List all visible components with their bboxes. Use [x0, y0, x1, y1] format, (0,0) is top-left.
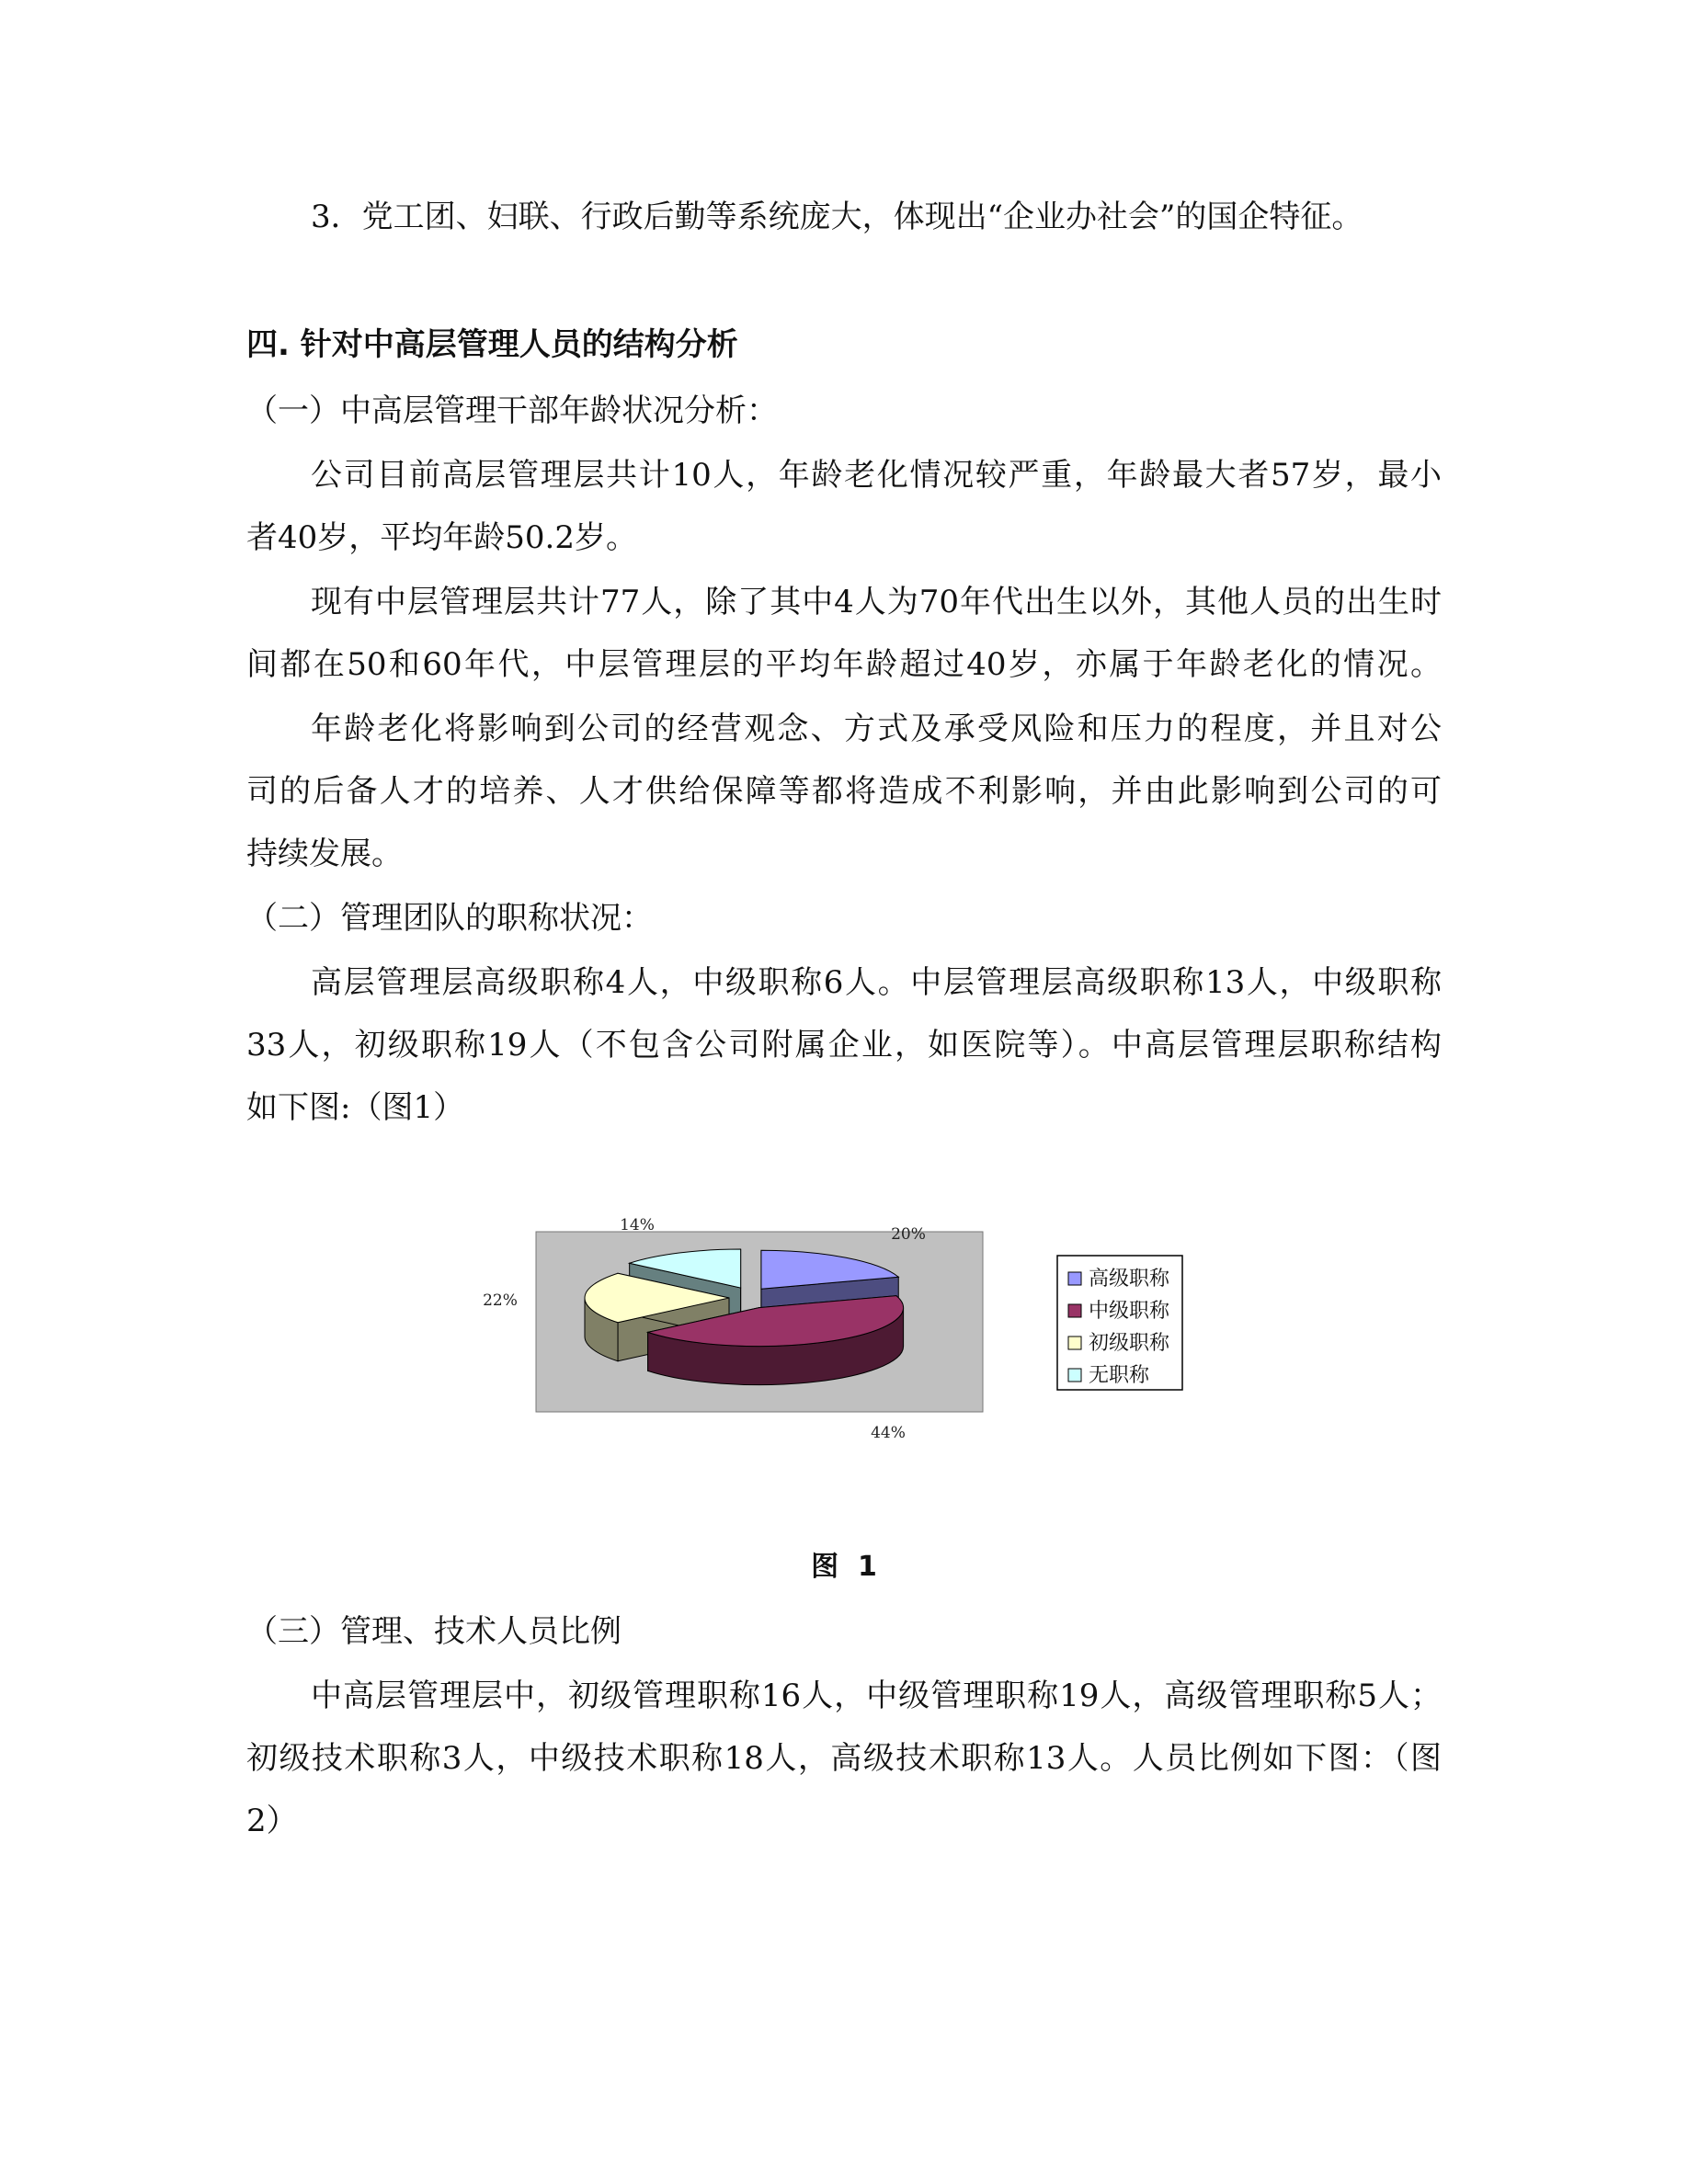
legend-swatch-3	[1068, 1337, 1081, 1349]
data-label-3: 22%	[483, 1291, 518, 1310]
pie-chart-svg	[478, 1213, 1214, 1452]
paragraph-ratio-line-1: 中高层管理层中，初级管理职称16人，中级管理职称19人，高级管理职称5人；	[311, 1678, 1442, 1714]
section-heading-4: 四. 针对中高层管理人员的结构分析	[246, 326, 738, 363]
legend-swatch-2	[1068, 1304, 1081, 1317]
data-label-1: 20%	[891, 1225, 926, 1244]
legend-label-4: 无职称	[1089, 1364, 1150, 1387]
data-label-2: 44%	[871, 1424, 906, 1442]
paragraph-aging-line-3: 持续发展。	[246, 836, 403, 872]
paragraph-middle-line-2: 间都在50和60年代，中层管理层的平均年龄超过40岁，亦属于年龄老化的情况。	[246, 646, 1442, 683]
paragraph-title-line-2: 33人，初级职称19人（不包含公司附属企业，如医院等）。中高层管理层职称结构	[246, 1027, 1442, 1064]
paragraph-title-line-3: 如下图:（图1）	[246, 1089, 465, 1126]
title-structure-pie-chart	[478, 1213, 1214, 1452]
paragraph-ratio-line-2: 初级技术职称3人，中级技术职称18人，高级技术职称13人。人员比例如下图：（图	[246, 1740, 1442, 1777]
paragraph-age-line-1: 公司目前高层管理层共计10人，年龄老化情况较严重，年龄最大者57岁，最小	[311, 457, 1442, 494]
paragraph-middle-line-1: 现有中层管理层共计77人，除了其中4人为70年代出生以外，其他人员的出生时	[311, 584, 1442, 620]
paragraph-item-3: 3．党工团、妇联、行政后勤等系统庞大，体现出“企业办社会”的国企特征。	[311, 199, 1363, 235]
legend-label-1: 高级职称	[1089, 1268, 1170, 1291]
subsection-heading-1: （一）中高层管理干部年龄状况分析：	[246, 392, 778, 429]
paragraph-ratio-line-3: 2）	[246, 1803, 298, 1839]
data-label-4: 14%	[620, 1216, 655, 1234]
legend-swatch-4	[1068, 1369, 1081, 1382]
paragraph-aging-line-1: 年龄老化将影响到公司的经营观念、方式及承受风险和压力的程度，并且对公	[311, 711, 1442, 747]
legend-label-3: 初级职称	[1089, 1332, 1170, 1355]
subsection-heading-2: （二）管理团队的职称状况：	[246, 900, 653, 937]
legend-swatch-1	[1068, 1272, 1081, 1285]
legend-label-2: 中级职称	[1089, 1300, 1170, 1323]
paragraph-aging-line-2: 司的后备人才的培养、人才供给保障等都将造成不利影响，并由此影响到公司的可	[246, 773, 1442, 810]
paragraph-title-line-1: 高层管理层高级职称4人，中级职称6人。中层管理层高级职称13人，中级职称	[311, 964, 1442, 1001]
paragraph-age-line-2: 者40岁，平均年龄50.2岁。	[246, 519, 637, 556]
subsection-heading-3: （三）管理、技术人员比例	[246, 1613, 622, 1650]
figure-1-caption: 图 1	[811, 1551, 877, 1583]
